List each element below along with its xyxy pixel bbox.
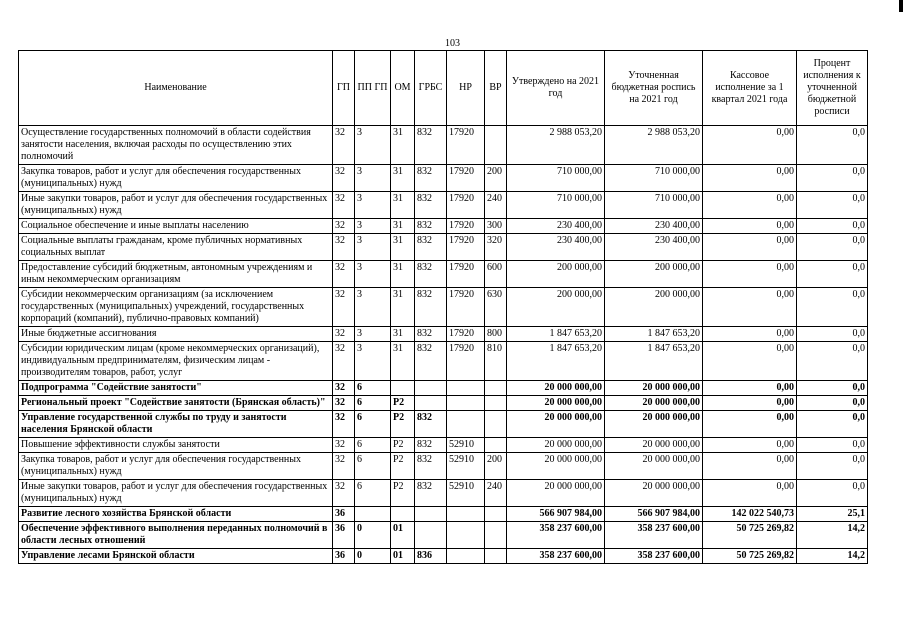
table-row xyxy=(19,192,868,219)
cell-om: 31 xyxy=(391,219,415,234)
table-row xyxy=(19,219,868,234)
cell-gp: 32 xyxy=(333,396,355,411)
table-row xyxy=(19,126,868,165)
cell-name: Развитие лесного хозяйства Брянской области xyxy=(19,507,333,522)
cell-om: 31 xyxy=(391,288,415,327)
cell-vr: 600 xyxy=(485,261,507,288)
cell-cash: 0,00 xyxy=(703,453,797,480)
header-grbs: ГРБС xyxy=(415,51,447,126)
cell-approved: 2 988 053,20 xyxy=(507,126,605,165)
cell-cash: 0,00 xyxy=(703,381,797,396)
cell-percent: 0,0 xyxy=(797,192,868,219)
cell-ppgp: 0 xyxy=(355,549,391,564)
cell-approved: 566 907 984,00 xyxy=(507,507,605,522)
cell-om: Р2 xyxy=(391,438,415,453)
cell-ppgp: 3 xyxy=(355,234,391,261)
cell-grbs: 832 xyxy=(415,480,447,507)
page-number: 103 xyxy=(445,38,460,49)
cell-np: 17920 xyxy=(447,126,485,165)
cell-vr xyxy=(485,411,507,438)
cell-revised: 1 847 653,20 xyxy=(605,342,703,381)
cell-grbs: 832 xyxy=(415,126,447,165)
cell-ppgp: 6 xyxy=(355,438,391,453)
cell-np: 17920 xyxy=(447,165,485,192)
cell-np: 17920 xyxy=(447,261,485,288)
cell-revised: 20 000 000,00 xyxy=(605,453,703,480)
corner-mark xyxy=(899,0,903,12)
cell-grbs xyxy=(415,381,447,396)
cell-gp: 32 xyxy=(333,411,355,438)
table-row xyxy=(19,396,868,411)
cell-vr xyxy=(485,396,507,411)
header-np: НР xyxy=(447,51,485,126)
cell-percent: 0,0 xyxy=(797,342,868,381)
cell-om: 31 xyxy=(391,192,415,219)
cell-grbs: 832 xyxy=(415,342,447,381)
cell-gp: 32 xyxy=(333,453,355,480)
cell-name: Обеспечение эффективного выполнения переданных полномочий в области лесных отношений xyxy=(19,522,333,549)
cell-cash: 50 725 269,82 xyxy=(703,522,797,549)
cell-ppgp xyxy=(355,507,391,522)
cell-approved: 230 400,00 xyxy=(507,234,605,261)
cell-np: 17920 xyxy=(447,192,485,219)
cell-om: 31 xyxy=(391,126,415,165)
cell-revised: 200 000,00 xyxy=(605,288,703,327)
table-row xyxy=(19,438,868,453)
cell-name: Предоставление субсидий бюджетным, автономным учреждениям и иным некоммерческим организациям xyxy=(19,261,333,288)
cell-approved: 1 847 653,20 xyxy=(507,342,605,381)
cell-percent: 0,0 xyxy=(797,165,868,192)
cell-grbs: 832 xyxy=(415,411,447,438)
cell-percent: 14,2 xyxy=(797,549,868,564)
cell-name: Закупка товаров, работ и услуг для обеспечения государственных (муниципальных) нужд xyxy=(19,165,333,192)
cell-ppgp: 3 xyxy=(355,288,391,327)
cell-om: 31 xyxy=(391,165,415,192)
cell-grbs: 832 xyxy=(415,165,447,192)
cell-cash: 142 022 540,73 xyxy=(703,507,797,522)
cell-revised: 200 000,00 xyxy=(605,261,703,288)
header-ppgp: ПП ГП xyxy=(355,51,391,126)
cell-revised: 710 000,00 xyxy=(605,165,703,192)
cell-revised: 710 000,00 xyxy=(605,192,703,219)
header-gp: ГП xyxy=(333,51,355,126)
cell-vr xyxy=(485,438,507,453)
cell-np: 17920 xyxy=(447,234,485,261)
cell-percent: 0,0 xyxy=(797,411,868,438)
table-row xyxy=(19,342,868,381)
cell-gp: 36 xyxy=(333,522,355,549)
table-row xyxy=(19,327,868,342)
header-revised: Уточненная бюджетная роспись на 2021 год xyxy=(605,51,703,126)
cell-ppgp: 3 xyxy=(355,192,391,219)
cell-gp: 36 xyxy=(333,507,355,522)
table-row xyxy=(19,453,868,480)
cell-cash: 0,00 xyxy=(703,261,797,288)
cell-np: 52910 xyxy=(447,480,485,507)
cell-ppgp: 3 xyxy=(355,219,391,234)
cell-vr: 240 xyxy=(485,192,507,219)
cell-gp: 32 xyxy=(333,381,355,396)
cell-grbs xyxy=(415,396,447,411)
cell-cash: 0,00 xyxy=(703,342,797,381)
cell-cash: 0,00 xyxy=(703,396,797,411)
cell-revised: 230 400,00 xyxy=(605,219,703,234)
table-row xyxy=(19,234,868,261)
cell-revised: 20 000 000,00 xyxy=(605,396,703,411)
cell-percent: 0,0 xyxy=(797,234,868,261)
cell-approved: 358 237 600,00 xyxy=(507,549,605,564)
cell-approved: 358 237 600,00 xyxy=(507,522,605,549)
cell-revised: 358 237 600,00 xyxy=(605,522,703,549)
cell-grbs: 832 xyxy=(415,234,447,261)
cell-approved: 710 000,00 xyxy=(507,192,605,219)
cell-grbs: 832 xyxy=(415,453,447,480)
cell-vr: 200 xyxy=(485,165,507,192)
cell-grbs: 832 xyxy=(415,288,447,327)
cell-grbs: 832 xyxy=(415,261,447,288)
cell-vr: 320 xyxy=(485,234,507,261)
cell-om: Р2 xyxy=(391,396,415,411)
cell-cash: 0,00 xyxy=(703,192,797,219)
table-row xyxy=(19,381,868,396)
table-row xyxy=(19,480,868,507)
cell-om: 31 xyxy=(391,234,415,261)
cell-name: Управление государственной службы по труду и занятости населения Брянской области xyxy=(19,411,333,438)
table-row xyxy=(19,522,868,549)
cell-percent: 0,0 xyxy=(797,261,868,288)
cell-np: 17920 xyxy=(447,327,485,342)
cell-name: Субсидии юридическим лицам (кроме некоммерческих организаций), индивидуальным предпринимателям, физическим лицам - производителям товаров, работ, услуг xyxy=(19,342,333,381)
cell-cash: 0,00 xyxy=(703,126,797,165)
cell-vr: 800 xyxy=(485,327,507,342)
cell-ppgp: 3 xyxy=(355,342,391,381)
cell-revised: 230 400,00 xyxy=(605,234,703,261)
cell-gp: 32 xyxy=(333,342,355,381)
cell-om: 01 xyxy=(391,549,415,564)
table-row xyxy=(19,549,868,564)
table-row xyxy=(19,261,868,288)
cell-ppgp: 6 xyxy=(355,381,391,396)
cell-revised: 566 907 984,00 xyxy=(605,507,703,522)
cell-ppgp: 6 xyxy=(355,411,391,438)
header-cash: Кассовое исполнение за 1 квартал 2021 года xyxy=(703,51,797,126)
cell-om: 01 xyxy=(391,522,415,549)
cell-grbs: 832 xyxy=(415,192,447,219)
cell-revised: 358 237 600,00 xyxy=(605,549,703,564)
table-row xyxy=(19,165,868,192)
cell-ppgp: 6 xyxy=(355,396,391,411)
cell-approved: 20 000 000,00 xyxy=(507,480,605,507)
header-row xyxy=(19,51,868,126)
cell-name: Иные закупки товаров, работ и услуг для обеспечения государственных (муниципальных) нужд xyxy=(19,480,333,507)
cell-gp: 32 xyxy=(333,261,355,288)
cell-cash: 50 725 269,82 xyxy=(703,549,797,564)
cell-revised: 20 000 000,00 xyxy=(605,480,703,507)
cell-percent: 0,0 xyxy=(797,480,868,507)
cell-vr: 630 xyxy=(485,288,507,327)
cell-cash: 0,00 xyxy=(703,234,797,261)
cell-approved: 20 000 000,00 xyxy=(507,381,605,396)
cell-grbs: 836 xyxy=(415,549,447,564)
cell-np xyxy=(447,411,485,438)
cell-np xyxy=(447,507,485,522)
cell-vr: 810 xyxy=(485,342,507,381)
cell-name: Региональный проект "Содействие занятости (Брянская область)" xyxy=(19,396,333,411)
cell-gp: 32 xyxy=(333,480,355,507)
cell-percent: 0,0 xyxy=(797,327,868,342)
cell-om: 31 xyxy=(391,261,415,288)
cell-cash: 0,00 xyxy=(703,411,797,438)
cell-percent: 0,0 xyxy=(797,288,868,327)
table-row xyxy=(19,288,868,327)
cell-cash: 0,00 xyxy=(703,288,797,327)
cell-ppgp: 3 xyxy=(355,126,391,165)
cell-np xyxy=(447,396,485,411)
cell-np: 17920 xyxy=(447,342,485,381)
cell-np: 52910 xyxy=(447,438,485,453)
cell-cash: 0,00 xyxy=(703,438,797,453)
cell-percent: 0,0 xyxy=(797,438,868,453)
cell-np: 17920 xyxy=(447,219,485,234)
cell-approved: 200 000,00 xyxy=(507,288,605,327)
cell-ppgp: 3 xyxy=(355,327,391,342)
cell-percent: 14,2 xyxy=(797,522,868,549)
header-vr: ВР xyxy=(485,51,507,126)
cell-grbs xyxy=(415,522,447,549)
cell-ppgp: 6 xyxy=(355,453,391,480)
cell-name: Управление лесами Брянской области xyxy=(19,549,333,564)
cell-ppgp: 3 xyxy=(355,165,391,192)
budget-table xyxy=(18,50,868,564)
cell-gp: 36 xyxy=(333,549,355,564)
cell-cash: 0,00 xyxy=(703,480,797,507)
cell-np: 52910 xyxy=(447,453,485,480)
cell-gp: 32 xyxy=(333,288,355,327)
cell-gp: 32 xyxy=(333,165,355,192)
cell-vr: 240 xyxy=(485,480,507,507)
cell-vr xyxy=(485,126,507,165)
cell-approved: 20 000 000,00 xyxy=(507,438,605,453)
cell-name: Иные бюджетные ассигнования xyxy=(19,327,333,342)
cell-cash: 0,00 xyxy=(703,165,797,192)
cell-gp: 32 xyxy=(333,126,355,165)
cell-np xyxy=(447,549,485,564)
cell-om: 31 xyxy=(391,342,415,381)
cell-revised: 20 000 000,00 xyxy=(605,438,703,453)
cell-name: Социальное обеспечение и иные выплаты населению xyxy=(19,219,333,234)
cell-np xyxy=(447,381,485,396)
cell-percent: 0,0 xyxy=(797,126,868,165)
cell-grbs xyxy=(415,507,447,522)
cell-gp: 32 xyxy=(333,438,355,453)
cell-vr xyxy=(485,549,507,564)
cell-gp: 32 xyxy=(333,219,355,234)
cell-grbs: 832 xyxy=(415,327,447,342)
cell-om xyxy=(391,507,415,522)
header-om: ОМ xyxy=(391,51,415,126)
cell-om: 31 xyxy=(391,327,415,342)
cell-om: Р2 xyxy=(391,453,415,480)
cell-percent: 0,0 xyxy=(797,453,868,480)
cell-cash: 0,00 xyxy=(703,219,797,234)
cell-approved: 20 000 000,00 xyxy=(507,453,605,480)
cell-revised: 20 000 000,00 xyxy=(605,411,703,438)
cell-vr xyxy=(485,507,507,522)
cell-revised: 20 000 000,00 xyxy=(605,381,703,396)
cell-percent: 25,1 xyxy=(797,507,868,522)
cell-percent: 0,0 xyxy=(797,396,868,411)
cell-name: Субсидии некоммерческим организациям (за исключением государственных (муниципальных) учреждений, государственных корпораций (компаний), публично-правовых компаний) xyxy=(19,288,333,327)
cell-grbs: 832 xyxy=(415,219,447,234)
table-row xyxy=(19,507,868,522)
cell-np xyxy=(447,522,485,549)
cell-approved: 20 000 000,00 xyxy=(507,411,605,438)
cell-vr xyxy=(485,381,507,396)
cell-np: 17920 xyxy=(447,288,485,327)
cell-om xyxy=(391,381,415,396)
cell-ppgp: 3 xyxy=(355,261,391,288)
cell-vr: 300 xyxy=(485,219,507,234)
cell-revised: 2 988 053,20 xyxy=(605,126,703,165)
cell-grbs: 832 xyxy=(415,438,447,453)
cell-name: Социальные выплаты гражданам, кроме публичных нормативных социальных выплат xyxy=(19,234,333,261)
cell-percent: 0,0 xyxy=(797,219,868,234)
cell-gp: 32 xyxy=(333,327,355,342)
cell-ppgp: 6 xyxy=(355,480,391,507)
header-name: Наименование xyxy=(19,51,333,126)
cell-om: Р2 xyxy=(391,411,415,438)
cell-name: Подпрограмма "Содействие занятости" xyxy=(19,381,333,396)
cell-approved: 200 000,00 xyxy=(507,261,605,288)
cell-name: Иные закупки товаров, работ и услуг для обеспечения государственных (муниципальных) нужд xyxy=(19,192,333,219)
cell-approved: 20 000 000,00 xyxy=(507,396,605,411)
cell-revised: 1 847 653,20 xyxy=(605,327,703,342)
cell-approved: 230 400,00 xyxy=(507,219,605,234)
cell-vr: 200 xyxy=(485,453,507,480)
table-row xyxy=(19,411,868,438)
cell-om: Р2 xyxy=(391,480,415,507)
cell-percent: 0,0 xyxy=(797,381,868,396)
cell-gp: 32 xyxy=(333,192,355,219)
cell-approved: 710 000,00 xyxy=(507,165,605,192)
cell-approved: 1 847 653,20 xyxy=(507,327,605,342)
cell-name: Повышение эффективности службы занятости xyxy=(19,438,333,453)
header-approved: Утверждено на 2021 год xyxy=(507,51,605,126)
cell-name: Осуществление государственных полномочий в области содействия занятости населения, включая расходы по осуществлению этих полномочий xyxy=(19,126,333,165)
cell-gp: 32 xyxy=(333,234,355,261)
cell-ppgp: 0 xyxy=(355,522,391,549)
cell-name: Закупка товаров, работ и услуг для обеспечения государственных (муниципальных) нужд xyxy=(19,453,333,480)
cell-cash: 0,00 xyxy=(703,327,797,342)
cell-vr xyxy=(485,522,507,549)
header-percent: Процент исполнения к уточненной бюджетной росписи xyxy=(797,51,868,126)
